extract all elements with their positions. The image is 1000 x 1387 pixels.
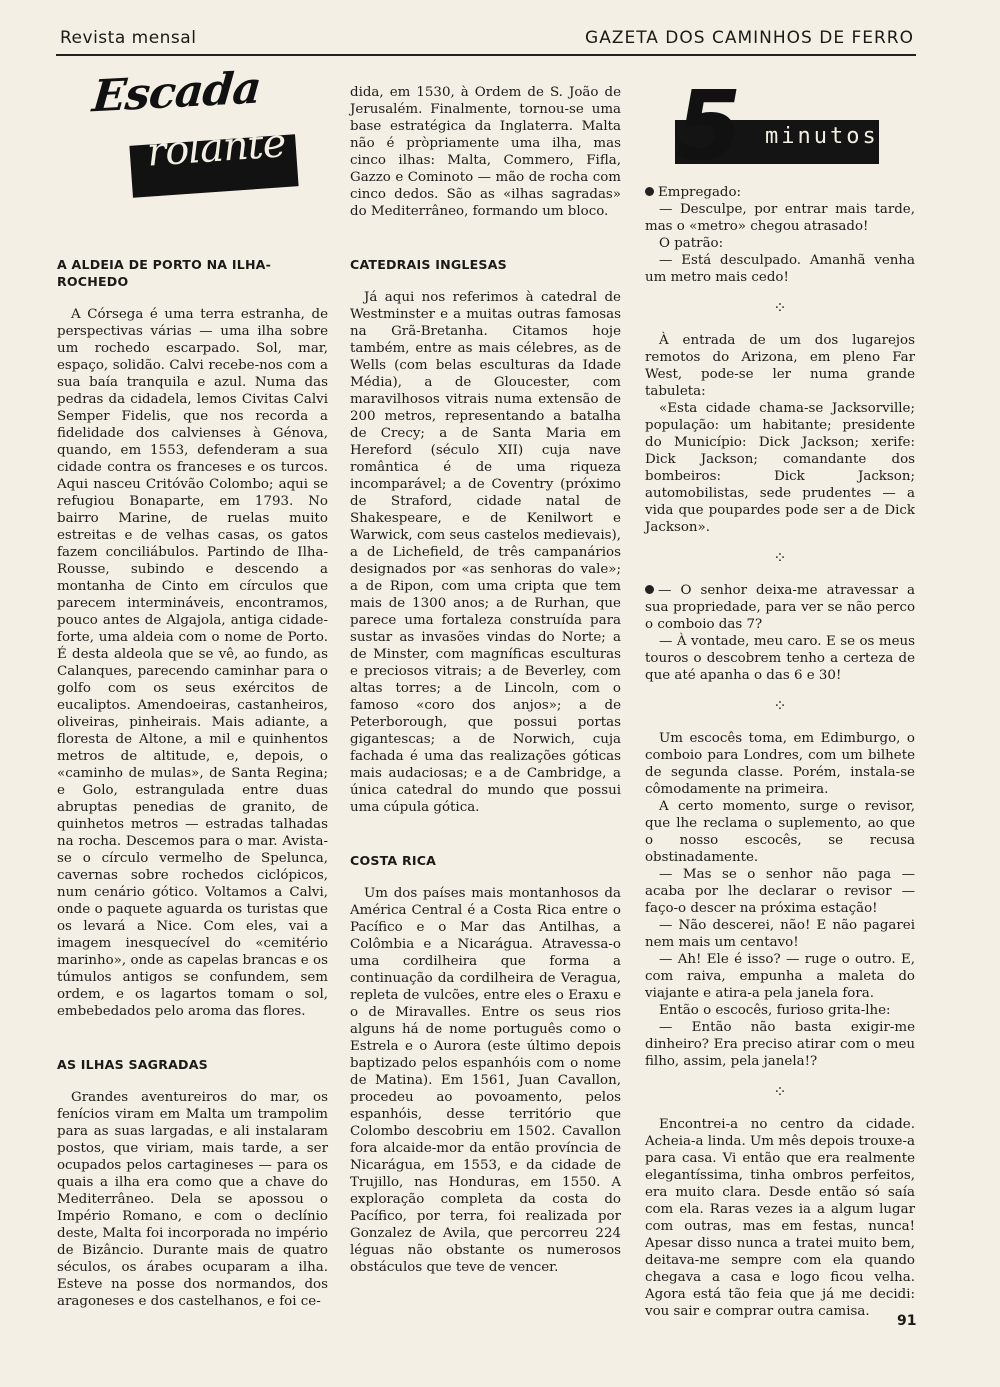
joke-1-line-4: — Está desculpado. Amanhã venha um metro mais cedo! xyxy=(645,253,915,285)
joke-1-line-2: — Desculpe, por entrar mais tarde, mas o «metro» chegou atrasado! xyxy=(645,202,915,234)
joke-4-line-4: — Não descerei, não! E não pagarei nem mais um centavo! xyxy=(645,918,915,950)
header-right: GAZETA DOS CAMINHOS DE FERRO xyxy=(585,28,914,48)
escada-rolante-logo xyxy=(57,62,328,194)
logo-word-minutos: minutos xyxy=(765,124,879,149)
joke-1-line-3: O patrão: xyxy=(659,236,724,251)
page-number: 91 xyxy=(897,1313,917,1329)
joke-4-line-6: Então o escocês, furioso grita-lhe: xyxy=(659,1003,891,1018)
bullet-dot-icon xyxy=(645,187,654,196)
joke-4-line-5: — Ah! Ele é isso? — ruge o outro. E, com raiva, empunha a maleta do viajante e atira-a pela janela fora. xyxy=(645,952,915,1001)
joke-4-line-7: — Então não basta exigir-me dinheiro? Era preciso atirar com o meu filho, assim, pela janela!? xyxy=(645,1020,915,1069)
column-3 xyxy=(645,70,915,1320)
cinco-minutos-logo xyxy=(645,70,915,184)
joke-2-line-1: À entrada de um dos lugarejos remotos do Arizona, em pleno Far West, pode-se ler numa grande tabuleta: xyxy=(645,333,915,399)
paragraph-costa-rica: Um dos países mais montanhosos da América Central é a Costa Rica entre o Pacífico e o Mar das Antilhas, a Colômbia e a Nicarágua. Atravessa-o uma cordilheira que forma a continuação da cordilheira de Veragua, repleta de vulcões, entre eles o Eraxu e o de Miravalles. Entre os seus rios alguns há de nome português como o Estrela e o Aurora (este último depois baptizado pelos espanhóis com o nome de Matina). Em 1561, Juan Cavallon, procedeu ao povoamento, pelos espanhóis, desse território que Colombo descobriu em 1502. Cavallon fora alcaide-mor da então província de Nicarágua, em 1553, e da cidade de Trujillo, nas Honduras, em 1550. A exploração completa da costa do Pacífico, por terra, foi realizada por Gonzalez de Avila, que percorreu 224 léguas não obstante os numerosos obstáculos que teve de vencer. xyxy=(350,886,621,1275)
joke-4-line-3: — Mas se o senhor não paga — acaba por lhe declarar o revisor — faço-o descer na próxima estação! xyxy=(645,867,915,916)
column-2 xyxy=(350,84,621,1276)
header-left: Revista mensal xyxy=(60,28,197,48)
joke-4-line-2: A certo momento, surge o revisor, que lhe reclama o suplemento, ao que o nosso escocês, se recusa obstinadamente. xyxy=(645,799,915,865)
bullet-dot-icon xyxy=(645,585,654,594)
joke-2-line-2: «Esta cidade chama-se Jacksorville; população: um habitante; presidente do Município: Dick Jackson; xerife: Dick Jackson; comandante dos bombeiros: Dick Jackson; automobilistas, sede prudentes — a vida que poupardes pode ser a de Dick Jackson». xyxy=(645,401,915,535)
logo-word-rolante: rolante xyxy=(145,120,287,176)
ornament-icon: ⁘ xyxy=(773,1082,787,1101)
ornament-icon: ⁘ xyxy=(773,298,787,317)
section-heading-catedrais: CATEDRAIS INGLESAS xyxy=(350,257,507,272)
column-1 xyxy=(57,62,328,1310)
paragraph-malta-cont: dida, em 1530, à Ordem de S. João de Jerusalém. Finalmente, tornou-se uma base estratégica da Inglaterra. Malta não é pròpriamente uma ilha, mas cinco ilhas: Malta, Commero, Fifla, Gazzo e Cominoto — mão de rocha com cinco dedos. São as «ilhas sagradas» do Mediterrâneo, formando um bloco. xyxy=(350,85,621,219)
logo-word-escada: Escada xyxy=(90,62,263,123)
ornament-icon: ⁘ xyxy=(773,696,787,715)
joke-3-line-2: — À vontade, meu caro. E se os meus touros o descobrem tenho a certeza de que até apanha o das 6 e 30! xyxy=(645,634,915,683)
joke-1-line-1: Empregado: xyxy=(645,184,915,201)
paragraph-catedrais: Já aqui nos referimos à catedral de Westminster e a muitas outras famosas na Grã-Bretanha. Citamos hoje também, entre as mais célebres, as de Wells (com belas esculturas da Idade Média), a de Gloucester, com maravilhosos vitrais numa extensão de 200 metros, representando a batalha de Crecy; a de Santa Maria em Hereford (século XII) cuja nave romântica é de uma riqueza incomparável; a de Coventry (próximo de Straford, cidade natal de Shakespeare, e de Kenilwort e Warwick, com seus castelos medievais), a de Lichefield, de três campanários designados por «as senhoras do vale»; a de Ripon, com uma cripta que tem mais de 1300 anos; a de Rurhan, que parece uma fortaleza construída para sustar as invasões vindas do Norte; a de Minster, com magníficas esculturas e preciosos vitrais; a de Beverley, com altas torres; a de Lincoln, com o famoso «coro dos anjos»; a de Peterborough, que possui portas gigantescas; a de Norwich, cuja fachada é uma das realizações góticas mais audaciosas; e a de Cambridge, a única catedral do mundo que possui uma cúpula gótica. xyxy=(350,290,621,815)
paragraph-ilhas: Grandes aventureiros do mar, os fenícios viram em Malta um trampolim para as suas largadas, e ali instalaram postos, que viriam, mais tarde, a ser ocupados pelos cartagineses — para os quais a ilha era como que a chave do Mediterrâneo. Dela se apossou o Império Romano, e com o declínio deste, Malta foi incorporada no império de Bizâncio. Durante mais de quatro séculos, os árabes ocuparam a ilha. Esteve na posse dos normandos, dos aragoneses e dos castelhanos, e foi ce- xyxy=(57,1090,328,1309)
joke-5: Encontrei-a no centro da cidade. Acheia-a linda. Um mês depois trouxe-a para casa. Vi então que era realmente elegantíssima, tinha ombros perfeitos, era muito clara. Desde então só saía com ela. Raras vezes ia a algum lugar com outras, mas em festas, nunca! Apesar disso nunca a tratei muito bem, deitava-me sempre com ela quando chegava a casa e logo ficou velha. Agora está tão feia que já me decidi: vou sair e comprar outra camisa. xyxy=(645,1117,915,1319)
header-rule xyxy=(56,54,916,56)
joke-3-line-1: — O senhor deixa-me atravessar a sua propriedade, para ver se não perco o comboio das 7? xyxy=(645,583,915,632)
logo-number-five: 5 xyxy=(665,70,752,182)
section-heading-costa-rica: COSTA RICA xyxy=(350,853,437,868)
ornament-icon: ⁘ xyxy=(773,548,787,567)
paragraph-porto: A Córsega é uma terra estranha, de perspectivas várias — uma ilha sobre um rochedo escarpado. Sol, mar, espaço, solidão. Calvi recebe-nos com a sua baía tranquila e azul. Numa das pedras da cidadela, lemos Civitas Calvi Semper Fidelis, que nos recorda a fidelidade dos calvienses à Génova, quando, em 1553, defenderam a sua cidade contra os franceses e os turcos. Aqui nasceu Critóvão Colombo; aqui se refugiou Bonaparte, em 1793. No bairro Marine, de ruelas muito estreitas e de velhas casas, os gatos fazem conciliábulos. Partindo de Ilha-Rousse, subindo e descendo a montanha de Cinto em círculos que parecem intermináveis, encontramos, pouco antes de Algajola, antiga cidade-forte, uma aldeia com o nome de Porto. É desta aldeola que se vê, ao fundo, as Calanques, parecendo caminhar para o golfo com os seus exércitos de eucaliptos. Amendoeiras, castanheiros, oliveiras, pinheirais. Mais adiante, a floresta de Altone, a mil e quinhentos metros de altitude, e, depois, o «caminho de mulas», de Santa Regina; e Golo, estrangulada entre duas abruptas penedias de granito, de quinhetos metros — estradas talhadas na rocha. Descemos para o mar. Avista-se o círculo vermelho de Spelunca, cavernas sobre rochedos ciclópicos, num cenário gótico. Voltamos a Calvi, onde o paquete aguarda os turistas que os levará a Nice. Com eles, vai a imagem inesquecível do «cemitério marinho», onde as capelas brancas e os túmulos antigos se confundem, sem ordem, e os lagartos tomam o sol, embebedados pelo aroma das flores. xyxy=(57,307,328,1019)
joke-4-line-1: Um escocês toma, em Edimburgo, o comboio para Londres, com um bilhete de segunda classe. Porém, instala-se cômodamente na primeira. xyxy=(645,731,915,797)
section-heading-porto: A ALDEIA DE PORTO NA ILHA-ROCHEDO xyxy=(57,257,272,289)
section-heading-ilhas: AS ILHAS SAGRADAS xyxy=(57,1057,208,1072)
